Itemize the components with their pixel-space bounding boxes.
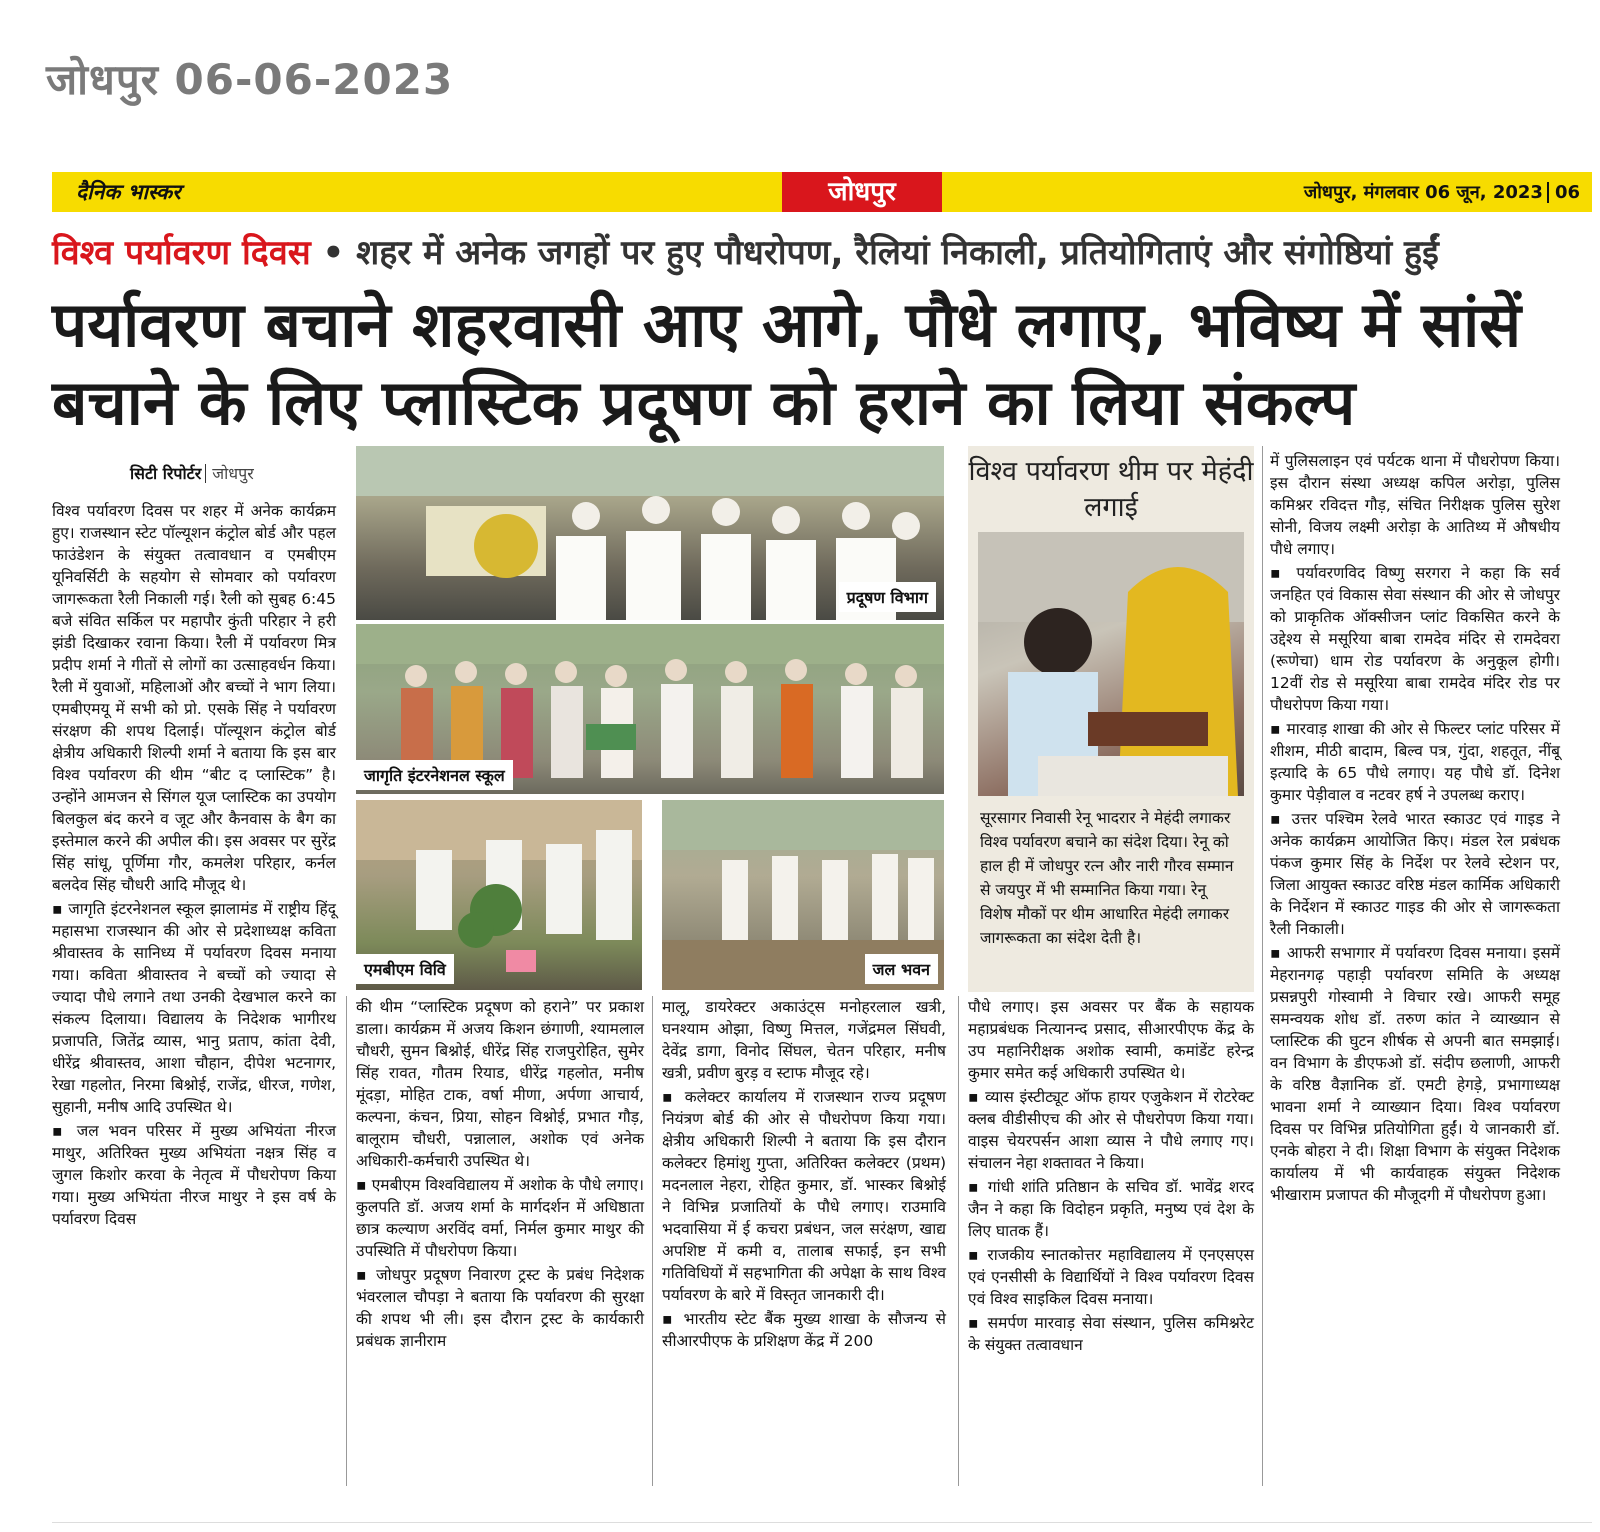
column-1-paragraph: ▪ जल भवन परिसर में मुख्य अभियंता नीरज माथुर, अतिरिक्त मुख्य अभियंता नक्षत्र सिंह व जुगल किशोर करवा के नेतृत्व में पौधरोपण किया गया। मुख्य अभियंता नीरज माथुर ने इस वर्ष के पर्यावरण दिवस [52, 1122, 336, 1228]
article-column-5 [1270, 450, 1560, 1208]
column-5-paragraph: ▪ मारवाड़ शाखा की ओर से फिल्टर प्लांट परिसर में शीशम, मीठी बादाम, बिल्व पत्र, गुंदा, शहतूत, नींबू इत्यादि के 65 पौधे लगाए। यह पौधे डॉ. दिनेश कुमार पेड़ीवाल व नटवर हर्ष ने उपलब्ध कराए। [1270, 720, 1560, 804]
masthead [52, 172, 1592, 212]
page-dateline: जोधपुर 06-06-2023 [46, 55, 454, 104]
column-divider [652, 996, 653, 1486]
sidebar-box-mehndi [968, 446, 1254, 992]
bottom-rule [52, 1522, 1592, 1523]
headline [52, 286, 1597, 442]
headline-line-1: पर्यावरण बचाने शहरवासी आए आगे, पौधे लगाए, भविष्य में सांसें [52, 288, 1522, 361]
photo-mbm-caption: एमबीएम विवि [356, 954, 454, 984]
kicker [52, 228, 1597, 274]
article-column-1 [52, 500, 336, 1232]
masthead-date [1304, 180, 1580, 204]
column-4-paragraph: ▪ व्यास इंस्टीट्यूट ऑफ हायर एजुकेशन में रोटरेक्ट क्लब वीडीसीएच की ओर से पौधरोपण किया गया। वाइस चेयरपर्सन आशा व्यास ने पौधे लगाए गए। संचालन नेहा शक्तावत ने किया। [968, 1088, 1254, 1172]
column-2-paragraph: ▪ एमबीएम विश्वविद्यालय में अशोक के पौधे लगाए। कुलपति डॉ. अजय शर्मा के मार्गदर्शन में अधिष्ठाता छात्र कल्याण अरविंद वर्मा, निर्मल कुमार माथुर की उपस्थिति में पौधरोपण किया। [356, 1176, 644, 1260]
column-1-paragraph: ▪ जागृति इंटरनेशनल स्कूल झालामंड में राष्ट्रीय हिंदू महासभा राजस्थान की ओर से प्रदेशाध्यक्ष कविता श्रीवास्तव के सानिध्य में पर्यावरण दिवस मनाया गया। कविता श्रीवास्तव ने बच्चों को ज्यादा से ज्यादा पौधे लगाने तथा उनकी देखभाल करने का संकल्प दिलाया। विद्यालय के निदेशक भागीरथ प्रजापति, जितेंद्र व्यास, भानु प्रताप, कांता देवी, धीरेंद्र श्रीवास्तव, आशा चौहान, दीपेश भटनागर, रेखा गहलोत, निरमा बिश्नोई, राजेंद्र, धीरज, गणेश, सुहानी, मनीष आदि उपस्थित थे। [52, 900, 336, 1116]
photo-rally-caption: प्रदूषण विभाग [839, 582, 936, 612]
column-5-paragraph: ▪ पर्यावरणविद विष्णु सरगरा ने कहा कि सर्व जनहित एवं विकास सेवा संस्थान की ओर से जोधपुर को प्राकृतिक ऑक्सीजन प्लांट विकसित करने के उद्देश्य से मसूरिया बाबा रामदेव मंदिर से रामदेवरा (रूणेचा) धाम रोड पर्यावरण के अनुकूल होगी। 12वीं रोड से मसूरिया बाबा रामदेव मंदिर रोड पर पौधरोपण किया गया। [1270, 564, 1560, 714]
photo-jal-bhawan-caption: जल भवन [865, 954, 938, 984]
column-5-paragraph: में पुलिसलाइन एवं पर्यटक थाना में पौधरोपण किया। इस दौरान संस्था अध्यक्ष कपिल अरोड़ा, पुलिस कमिश्नर रविदत्त गौड़, संचित निरीक्षक पुलिस सुरेश सोनी, विजय लक्ष्मी अरोड़ा के आतिथ्य में औषधीय पौधे लगाए। [1270, 452, 1560, 558]
article-column-4 [968, 996, 1254, 1358]
column-2-paragraph: ▪ जोधपुर प्रदूषण निवारण ट्रस्ट के प्रबंध निदेशक भंवरलाल चौपड़ा ने बताया कि पर्यावरण की सुरक्षा की शपथ भी ली। इस दौरान ट्रस्ट के कार्यकारी प्रबंधक ज्ञानीराम [356, 1266, 644, 1350]
kicker-text: • शहर में अनेक जगहों पर हुए पौधरोपण, रैलियां निकाली, प्रतियोगिताएं और संगोष्ठियां हुईं [310, 233, 1439, 273]
column-3-paragraph: ▪ भारतीय स्टेट बैंक मुख्य शाखा के सौजन्य से सीआरपीएफ के प्रशिक्षण केंद्र में 200 [662, 1310, 946, 1350]
column-5-paragraph: ▪ उत्तर पश्चिम रेलवे भारत स्काउट एवं गाइड ने अनेक कार्यक्रम आयोजित किए। मंडल रेल प्रबंधक पंकज कुमार सिंह के निर्देश पर रेलवे स्टेशन पर, जिला आयुक्त स्काउट वरिष्ठ मंडल कार्मिक अधिकारी के निर्देशन में स्काउट गाइड की ओर से जागरूकता रैली निकाली। [1270, 810, 1560, 938]
photo-mehndi-image [978, 532, 1244, 796]
photo-school [356, 624, 944, 794]
column-4-paragraph: ▪ समर्पण मारवाड़ सेवा संस्थान, पुलिस कमिश्नरेट के संयुक्त तत्वावधान [968, 1314, 1254, 1354]
column-3-paragraph: ▪ कलेक्टर कार्यालय में राजस्थान राज्य प्रदूषण नियंत्रण बोर्ड की ओर से पौधरोपण किया गया। क्षेत्रीय अधिकारी शिल्पी ने बताया कि इस दौरान कलेक्टर हिमांशु गुप्ता, अतिरिक्त कलेक्टर (प्रथम) मदनलाल नेहरा, रोहित कुमार, डॉ. भास्कर बिश्नोई ने विभिन्न प्रजातियों के पौधे लगाए। राउमावि भदवासिया में ई कचरा प्रबंधन, जल सरंक्षण, खाद्य अपशिष्ट में कमी व, तालाब सफाई, इन सभी गतिविधियों में सहभागिता की अपेक्षा के साथ विश्व पर्यावरण के बारे में विस्तृत जानकारी दी। [662, 1088, 946, 1304]
byline [130, 462, 254, 484]
photo-school-caption: जागृति इंटरनेशनल स्कूल [356, 760, 513, 790]
column-4-paragraph: ▪ राजकीय स्नातकोत्तर महाविद्यालय में एनएसएस एवं एनसीसी के विद्यार्थियों ने विश्व पर्यावरण दिवस एवं विश्व साइकिल दिवस मनाया। [968, 1246, 1254, 1308]
column-1-paragraph: विश्व पर्यावरण दिवस पर शहर में अनेक कार्यक्रम हुए। राजस्थान स्टेट पॉल्यूशन कंट्रोल बोर्ड और पहल फाउंडेशन के संयुक्त तत्वावधान व एमबीएम यूनिवर्सिटी के सहयोग से सोमवार को पर्यावरण जागरूकता रैली निकाली गई। रैली को सुबह 6:45 बजे संवित सर्किल पर महापौर कुंती परिहार ने हरी झंडी दिखाकर रवाना किया। रैली में पर्यावरण मित्र प्रदीप शर्मा ने गीतों से लोगों का उत्साहवर्धन किया। रैली में युवाओं, महिलाओं और बच्चों ने भाग लिया। एमबीएमयू में सभी को प्रो. एसके सिंह ने पर्यावरण संरक्षण की शपथ दिलाई। पॉल्यूशन कंट्रोल बोर्ड क्षेत्रीय अधिकारी शिल्पी शर्मा ने बताया कि इस बार विश्व पर्यावरण की थीम “बीट द प्लास्टिक” है। उन्होंने आमजन से सिंगल यूज प्लास्टिक का उपयोग बिलकुल बंद करने व जूट और कैनवास के बैग का इस्तेमाल करने की अपील की। इस अवसर पर सुरेंद्र सिंह सांधू, पूर्णिमा गौर, कमलेश परिहार, कर्नल बलदेव सिंह चौधरी आदि मौजूद थे। [52, 502, 336, 894]
column-divider [346, 996, 347, 1486]
masthead-page-number: 06 [1547, 182, 1580, 203]
column-4-paragraph: ▪ गांधी शांति प्रतिष्ठान के सचिव डॉ. भावेंद्र शरद जैन ने कहा कि विदोहन प्रकृति, मनुष्य एवं देश के लिए घातक हैं। [968, 1178, 1254, 1240]
sidebar-text: सूरसागर निवासी रेनू भादरार ने मेहंदी लगाकर विश्व पर्यावरण बचाने का संदेश दिया। रेनू को हाल ही में जोधपुर रत्न और नारी गौरव सम्मान से जयपुर में भी सम्मानित किया गया। रेनू विशेष मौकों पर थीम आधारित मेहंदी लगाकर जागरूकता का संदेश देती है। [980, 809, 1234, 947]
photo-mbm [356, 800, 642, 990]
masthead-paper-name: दैनिक भास्कर [76, 180, 181, 204]
column-5-paragraph: ▪ आफरी सभागार में पर्यावरण दिवस मनाया। इसमें मेहरानगढ़ पहाड़ी पर्यावरण समिति के अध्यक्ष प्रसन्नपुरी गोस्वामी ने विचार रखे। आफरी समूह समन्वयक शोध डॉ. तरुण कांत ने व्याख्यान से प्लास्टिक की घुटन शीर्षक से अपनी बात समझाई। वन विभाग के डीएफओ डॉ. संदीप छलाणी, आफरी के वरिष्ठ वैज्ञानिक डॉ. एमटी हेगड़े, प्रभागाध्यक्ष भावना शर्मा ने व्याख्यान दिया। विश्व पर्यावरण दिवस पर विभिन्न प्रतियोगिता हुईं। ये जानकारी डॉ. एनके बोहरा ने दी। शिक्षा विभाग के संयुक्त निदेशक कार्यालय में भी कार्यवाहक संयुक्त निदेशक भीखाराम प्रजापत की मौजूदगी में पौधरोपण हुआ। [1270, 944, 1560, 1204]
byline-city: जोधपुर [205, 464, 254, 483]
column-2-paragraph: की थीम “प्लास्टिक प्रदूषण को हराने” पर प्रकाश डाला। कार्यक्रम में अजय किशन छंगाणी, श्यामलाल चौधरी, सुमन बिश्नोई, धीरेंद्र सिंह राजपुरोहित, सुमेर सिंह रावत, गौतम रियाड, धीरेंद्र गहलोत, मनीष मूंदड़ा, मोहित टाक, वर्षा मीणा, अर्पणा आचार्य, कल्पना, कंचन, प्रिया, सोहन विश्नोई, प्रभात गौड़, बालूराम चौधरी, पन्नालाल, अशोक एवं अनेक अधिकारी-कर्मचारी उपस्थित थे। [356, 998, 644, 1170]
article-column-2 [356, 996, 644, 1354]
photo-jal-bhawan [662, 800, 944, 990]
byline-reporter: सिटी रिपोर्टर [130, 464, 202, 483]
kicker-label: विश्व पर्यावरण दिवस [52, 233, 311, 273]
column-4-paragraph: पौधे लगाए। इस अवसर पर बैंक के सहायक महाप्रबंधक नित्यानन्द प्रसाद, सीआरपीएफ केंद्र के उप महानिरीक्षक अशोक स्वामी, कमांडेंट हरेन्द्र कुमार समेत कई अधिकारी उपस्थित थे। [968, 998, 1254, 1082]
masthead-date-text: जोधपुर, मंगलवार 06 जून, 2023 [1303, 182, 1543, 203]
article-column-3 [662, 996, 946, 1354]
photo-mehndi [978, 532, 1244, 796]
headline-line-2: बचाने के लिए प्लास्टिक प्रदूषण को हराने का लिया संकल्प [52, 366, 1356, 439]
masthead-city: जोधपुर [782, 172, 942, 212]
column-divider [958, 996, 959, 1486]
sidebar-title: विश्व पर्यावरण थीम पर मेहंदी लगाई [968, 456, 1254, 523]
column-3-paragraph: मालू, डायरेक्टर अकाउंट्स मनोहरलाल खत्री, घनश्याम ओझा, विष्णु मित्तल, गजेंद्रमल सिंघवी, देवेंद्र डागा, विनोद सिंघल, चेतन परिहार, मनीष खत्री, प्रवीण बुरड़ व स्टाफ मौजूद रहे। [662, 998, 946, 1082]
photo-rally [356, 446, 944, 620]
column-divider [1262, 446, 1263, 1486]
